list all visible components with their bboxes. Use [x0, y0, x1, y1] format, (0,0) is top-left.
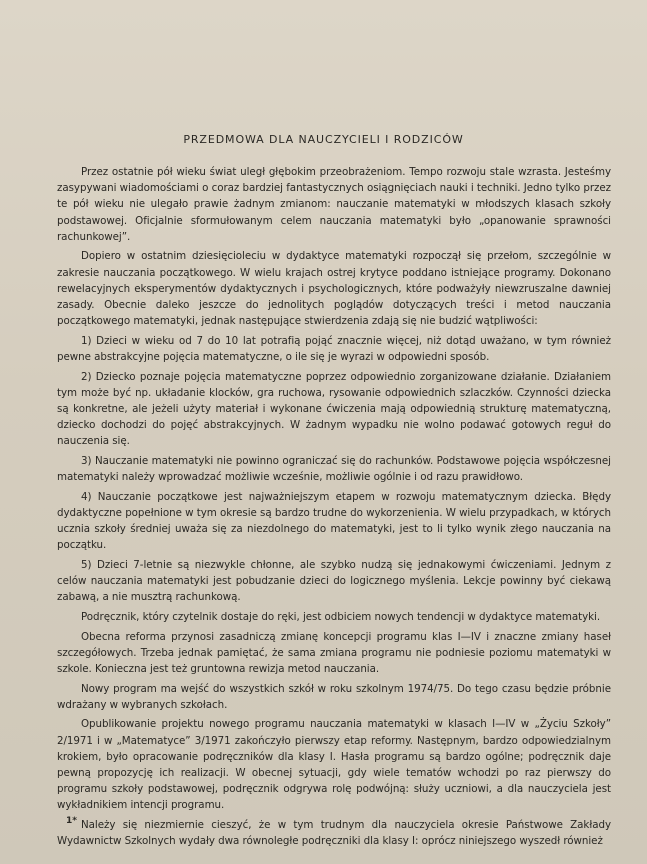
list-item-4: 4) Nauczanie początkowe jest najważniejszym etapem w rozwoju matematycznym dziecka. Błędy dydaktyczne popełnione w tym okresie są bardzo trudne do wykorzenienia. W wielu przypadkach, w których ucznia szkoły średniej uważa się za niezdolnego do matematyki, jest to li tylko wynik złego nauczania na początku.: [57, 490, 611, 552]
list-item-1: 1) Dzieci w wieku od 7 do 10 lat potrafią pojąć znacznie więcej, niż dotąd uważano, w tym również pewne abstrakcyjne pojęcia matematyczne, o ile się je wyrazi w odpowiedni sposób.: [57, 334, 611, 364]
preface-body: [57, 164, 611, 849]
paragraph-new-program: Nowy program ma wejść do wszystkich szkół w roku szkolnym 1974/75. Do tego czasu będzie próbnie wdrażany w wybranych szkołach.: [57, 682, 611, 711]
paragraph-textbook: Podręcznik, który czytelnik dostaje do ręki, jest odbiciem nowych tendencji w dydaktyce matematyki.: [81, 611, 601, 624]
paragraph-closing: Należy się niezmiernie cieszyć, że w tym trudnym dla nauczyciela okresie Państwowe Zakłady Wydawnictw Szkolnych wydały dwa równoległe podręczniki dla klasy I: oprócz niniejszego wyszedł również: [57, 819, 611, 848]
paragraph-turning-point: Dopiero w ostatnim dziesięcioleciu w dydaktyce matematyki rozpoczął się przełom, szczególnie w zakresie nauczania początkowego. W wielu krajach ostrej krytyce poddano istniejące programy. Dokonano rewelacyjnych eksperymentów dydaktycznych i psychologicznych, które podważyły niewzruszalne dawniej zasady. Obecnie daleko jeszcze do jednolitych poglądów dotyczących treści i metod nauczania początkowego matematyki, jednak następujące stwierdzenia zdają się nie budzić wątpliwości:: [57, 250, 611, 328]
paragraph-reform: Obecna reforma przynosi zasadniczą zmianę koncepcji programu klas I—IV i znaczne zmiany haseł szczegółowych. Trzeba jednak pamiętać, że sama zmiana programu nie podniesie poziomu matematyki w szkole. Konieczna jest też gruntowna rewizja metod nauczania.: [57, 630, 611, 676]
list-item-3: 3) Nauczanie matematyki nie powinno ograniczać się do rachunków. Podstawowe pojęcia współczesnej matematyki należy wprowadzać możliwie wcześnie, możliwie ogólnie i od razu prawidłowo.: [57, 455, 611, 484]
signature-mark: 1*: [66, 816, 77, 826]
list-item-5: 5) Dzieci 7-letnie są niezwykle chłonne, ale szybko nudzą się jednakowymi ćwiczeniami. Jednym z celów nauczania matematyki jest pobudzanie dzieci do logicznego myślenia. Lekcje powinny być ciekawą zabawą, a nie musztrą rachunkową.: [57, 559, 611, 604]
page-title: PRZEDMOWA DLA NAUCZYCIELI I RODZICÓW: [183, 133, 464, 146]
paragraph-publication: Opublikowanie projektu nowego programu nauczania matematyki w klasach I—IV w „Życiu Szkoły” 2/1971 i w „Matematyce” 3/1971 zakończyło pierwszy etap reformy. Następnym, bardzo odpowiedzialnym krokiem, było opracowanie podręczników dla klasy I. Hasła programu są bardzo ogólne; podręcznik daje pewną propozycję ich realizacji. W obecnej sytuacji, gdy wiele tematów wchodzi po raz pierwszy do programu szkoły podstawowej, podręcznik odgrywa rolę podwójną: służy uczniowi, a dla nauczyciela jest wykładnikiem intencji programu.: [57, 718, 611, 812]
paragraph-intro: Przez ostatnie pół wieku świat uległ głębokim przeobrażeniom. Tempo rozwoju stale wzrasta. Jesteśmy zasypywani wiadomościami o coraz bardziej fantastycznych osiągnięciach nauki i techniki. Jedno tylko przez te pół wieku nie ulegało prawie żadnym zmianom: nauczanie matematyki w młodszych klasach szkoły podstawowej. Oficjalnie sformułowanym celem nauczania matematyki było „opanowanie sprawności rachunkowej”.: [57, 166, 611, 243]
list-item-2: 2) Dziecko poznaje pojęcia matematyczne poprzez odpowiednio zorganizowane działanie. Działaniem tym może być np. układanie klocków, gra ruchowa, rysowanie odpowiednich szlaczków. Czynności dziecka są konkretne, ale jeżeli użyty materiał i wykonane ćwiczenia mają odpowiednią strukturę matematyczną, dziecko dochodzi do pojęć abstrakcyjnych. W żadnym wypadku nie wolno podawać gotowych reguł do nauczenia się.: [57, 370, 611, 448]
